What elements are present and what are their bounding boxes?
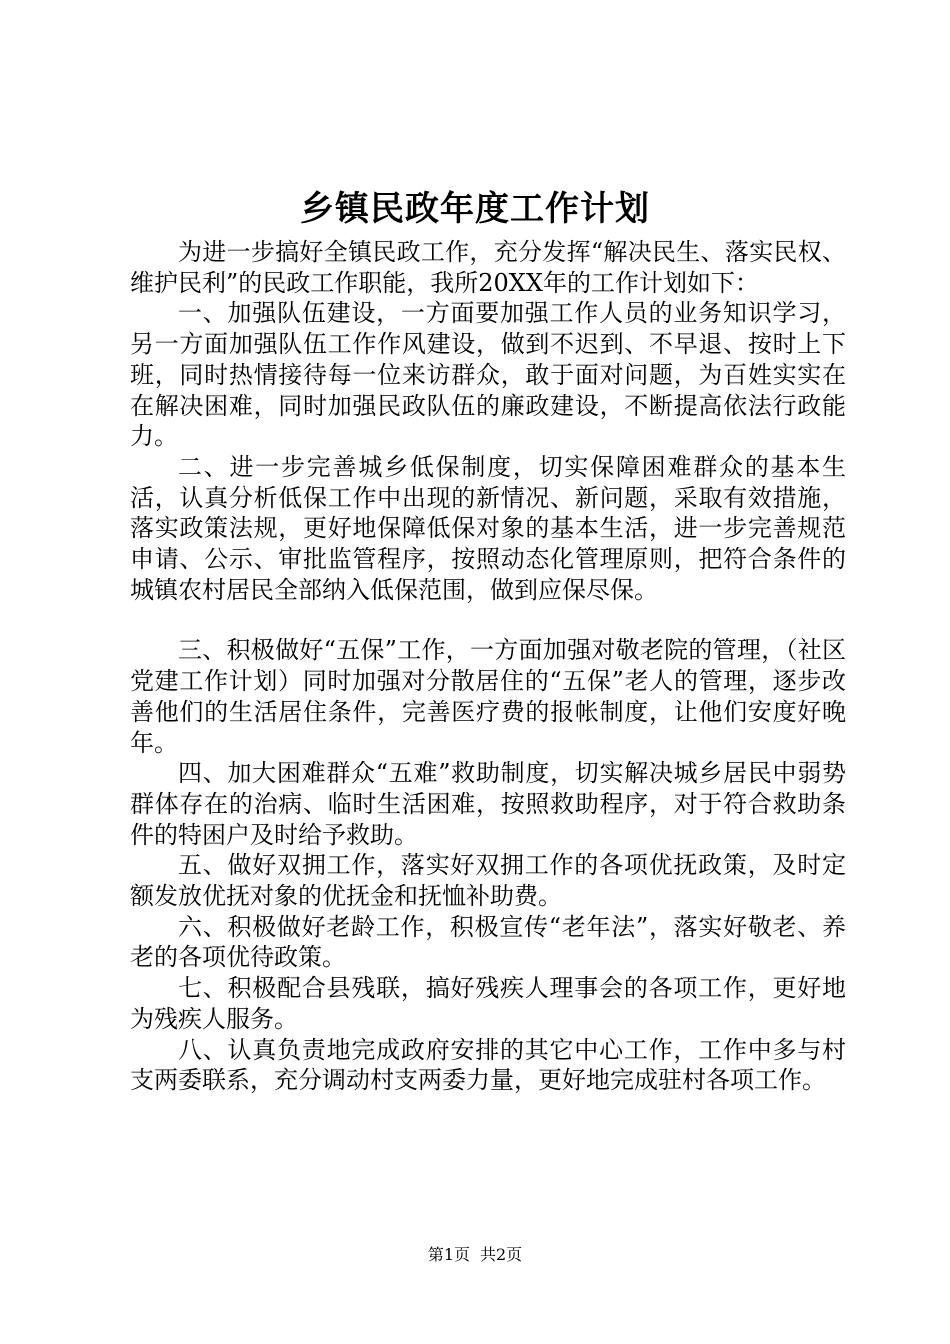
paragraph-item-7: 七、积极配合县残联，搞好残疾人理事会的各项工作，更好地为残疾人服务。 — [130, 974, 846, 1033]
document-title: 乡镇民政年度工作计划 — [300, 189, 650, 229]
paragraph-intro: 为进一步搞好全镇民政工作，充分发挥“解决民生、落实民权、维护民利”的民政工作职能，我所20XX年的工作计划如下： — [130, 238, 846, 297]
paragraph-item-1: 一、加强队伍建设，一方面要加强工作人员的业务知识学习，另一方面加强队伍工作作风建设，做到不迟到、不早退、按时上下班，同时热情接待每一位来访群众，敢于面对问题，为百姓实实在在解决困难，同时加强民政队伍的廉政建设，不断提高依法行政能力。 — [130, 299, 846, 451]
paragraph-item-8: 八、认真负责地完成政府安排的其它中心工作，工作中多与村支两委联系，充分调动村支两委力量，更好地完成驻村各项工作。 — [130, 1035, 846, 1095]
document-body — [130, 237, 846, 1096]
paragraph-item-5: 五、做好双拥工作，落实好双拥工作的各项优抚政策，及时定额发放优抚对象的优抚金和抚恤补助费。 — [130, 851, 846, 911]
paragraph-item-4: 四、加大困难群众“五难”救助制度，切实解决城乡居民中弱势群体存在的治病、临时生活困难，按照救助程序，对于符合救助条件的特困户及时给予救助。 — [130, 759, 846, 849]
page-footer — [0, 1243, 950, 1267]
page-total: 共2页 — [480, 1245, 523, 1264]
paragraph-item-3: 三、积极做好“五保”工作，一方面加强对敬老院的管理，（社区党建工作计划）同时加强对分散居住的“五保”老人的管理，逐步改善他们的生活居住条件，完善医疗费的报帐制度，让他们安度好晚年。 — [130, 636, 846, 757]
paragraph-item-6: 六、积极做好老龄工作，积极宣传“老年法”，落实好敬老、养老的各项优待政策。 — [130, 912, 846, 972]
page-number: 第1页 — [427, 1245, 470, 1264]
paragraph-item-2: 二、进一步完善城乡低保制度，切实保障困难群众的基本生活，认真分析低保工作中出现的新情况、新问题，采取有效措施，落实政策法规，更好地保障低保对象的基本生活，进一步完善规范申请、公示、审批监管程序，按照动态化管理原则，把符合条件的城镇农村居民全部纳入低保范围，做到应保尽保。 — [130, 452, 846, 604]
